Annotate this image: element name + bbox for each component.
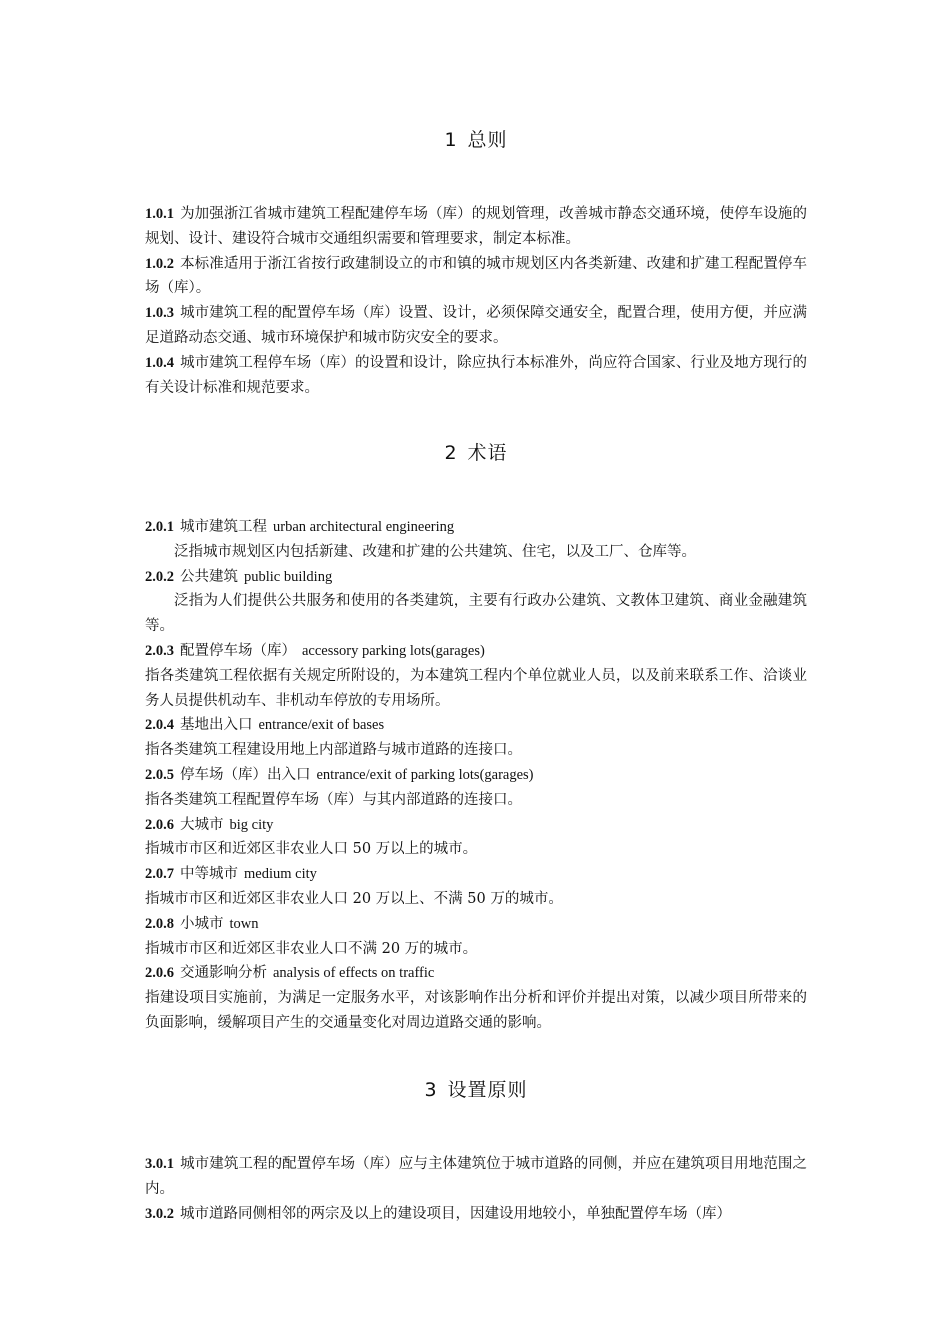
term-zh: 基地出入口 xyxy=(180,717,253,734)
chapter-1-body xyxy=(145,202,807,400)
term-en: medium city xyxy=(244,866,317,883)
term-definition: 指建设项目实施前，为满足一定服务水平，对该影响作出分析和评价并提出对策，以减少项目所带来的负面影响，缓解项目产生的交通量变化对周边道路交通的影响。 xyxy=(145,990,807,1031)
term-zh: 中等城市 xyxy=(180,866,238,883)
chapter-3-heading xyxy=(145,1078,807,1102)
chapter-2-body xyxy=(145,515,807,1036)
term-en: entrance/exit of bases xyxy=(258,717,385,734)
term-zh: 停车场（库）出入口 xyxy=(180,766,311,783)
clause-number: 2.0.5 xyxy=(145,766,174,783)
term-definition: 指各类建筑工程依据有关规定所附设的，为本建筑工程内个单位就业人员，以及前来联系工作、洽谈业务人员提供机动车、非机动车停放的专用场所。 xyxy=(145,667,807,709)
clause-paragraph xyxy=(145,202,807,252)
term-heading xyxy=(145,565,807,590)
term-en: urban architectural engineering xyxy=(273,519,455,535)
chapter-number: 2 xyxy=(444,442,458,464)
chapter-title: 术语 xyxy=(467,442,508,464)
term-en: accessory parking lots(garages) xyxy=(302,642,485,659)
chapter-3-body xyxy=(145,1152,807,1226)
clause-number: 1.0.4 xyxy=(145,354,174,371)
clause-text: 城市建筑工程的配置停车场（库）设置、设计，必须保障交通安全，配置合理，使用方便，并应满足道路动态交通、城市环境保护和城市防灾安全的要求。 xyxy=(145,305,807,346)
term-heading xyxy=(145,515,807,540)
clause-text: 城市建筑工程停车场（库）的设置和设计，除应执行本标准外，尚应符合国家、行业及地方现行的有关设计标准和规范要求。 xyxy=(145,354,807,396)
term-heading xyxy=(145,763,807,788)
clause-number: 3.0.1 xyxy=(145,1156,174,1172)
term-definition: 泛指为人们提供公共服务和使用的各类建筑，主要有行政办公建筑、文教体卫建筑、商业金融建筑等。 xyxy=(145,593,807,635)
term-heading xyxy=(145,713,807,738)
clause-number: 3.0.2 xyxy=(145,1205,174,1222)
term-en: big city xyxy=(229,816,274,833)
clause-number: 1.0.1 xyxy=(145,206,174,222)
chapter-title: 总则 xyxy=(467,129,508,151)
clause-number: 2.0.3 xyxy=(145,642,174,659)
clause-number: 1.0.2 xyxy=(145,255,174,272)
clause-number: 2.0.4 xyxy=(145,717,174,734)
term-definition: 指城市市区和近郊区非农业人口 20 万以上、不满 50 万的城市。 xyxy=(145,890,563,907)
clause-text: 本标准适用于浙江省按行政建制设立的市和镇的城市规划区内各类新建、改建和扩建工程配置停车场（库）。 xyxy=(145,255,807,297)
clause-text: 为加强浙江省城市建筑工程配建停车场（库）的规划管理，改善城市静态交通环境，使停车设施的规划、设计、建设符合城市交通组织需要和管理要求，制定本标准。 xyxy=(145,206,807,247)
term-heading xyxy=(145,862,807,887)
clause-number: 2.0.8 xyxy=(145,915,174,932)
term-heading xyxy=(145,961,807,986)
clause-number: 1.0.3 xyxy=(145,305,174,322)
term-definition: 指城市市区和近郊区非农业人口不满 20 万的城市。 xyxy=(145,940,478,957)
term-en: town xyxy=(229,915,259,932)
chapter-1-heading xyxy=(145,128,807,152)
clause-paragraph xyxy=(145,301,807,351)
term-zh: 公共建筑 xyxy=(180,568,238,585)
term-heading xyxy=(145,813,807,838)
clause-number: 2.0.1 xyxy=(145,519,174,535)
clause-number: 2.0.6 xyxy=(145,816,174,833)
term-definition: 指各类建筑工程配置停车场（库）与其内部道路的连接口。 xyxy=(145,791,522,808)
clause-text: 城市道路同侧相邻的两宗及以上的建设项目，因建设用地较小，单独配置停车场（库） xyxy=(180,1205,731,1222)
term-definition: 指各类建筑工程建设用地上内部道路与城市道路的连接口。 xyxy=(145,742,522,759)
term-definition: 指城市市区和近郊区非农业人口 50 万以上的城市。 xyxy=(145,841,478,858)
term-en: public building xyxy=(244,568,333,585)
term-zh: 小城市 xyxy=(180,915,224,932)
clause-paragraph xyxy=(145,1202,807,1227)
term-definition: 泛指城市规划区内包括新建、改建和扩建的公共建筑、住宅，以及工厂、仓库等。 xyxy=(174,543,696,560)
clause-number: 2.0.6 xyxy=(145,965,174,982)
term-zh: 大城市 xyxy=(180,816,224,833)
clause-paragraph xyxy=(145,351,807,401)
clause-number: 2.0.7 xyxy=(145,866,174,883)
term-en: analysis of effects on traffic xyxy=(273,965,435,982)
chapter-number: 3 xyxy=(424,1079,438,1101)
term-en: entrance/exit of parking lots(garages) xyxy=(316,766,534,783)
term-zh: 交通影响分析 xyxy=(180,965,267,982)
term-heading xyxy=(145,639,807,664)
chapter-title: 设置原则 xyxy=(447,1079,528,1101)
term-zh: 配置停车场（库） xyxy=(180,642,296,659)
term-zh: 城市建筑工程 xyxy=(180,519,267,535)
chapter-2-heading xyxy=(145,441,807,465)
clause-number: 2.0.2 xyxy=(145,568,174,585)
term-heading xyxy=(145,912,807,937)
clause-paragraph xyxy=(145,252,807,302)
clause-text: 城市建筑工程的配置停车场（库）应与主体建筑位于城市道路的同侧，并应在建筑项目用地范围之内。 xyxy=(145,1156,807,1197)
chapter-number: 1 xyxy=(444,129,458,151)
clause-paragraph xyxy=(145,1152,807,1202)
